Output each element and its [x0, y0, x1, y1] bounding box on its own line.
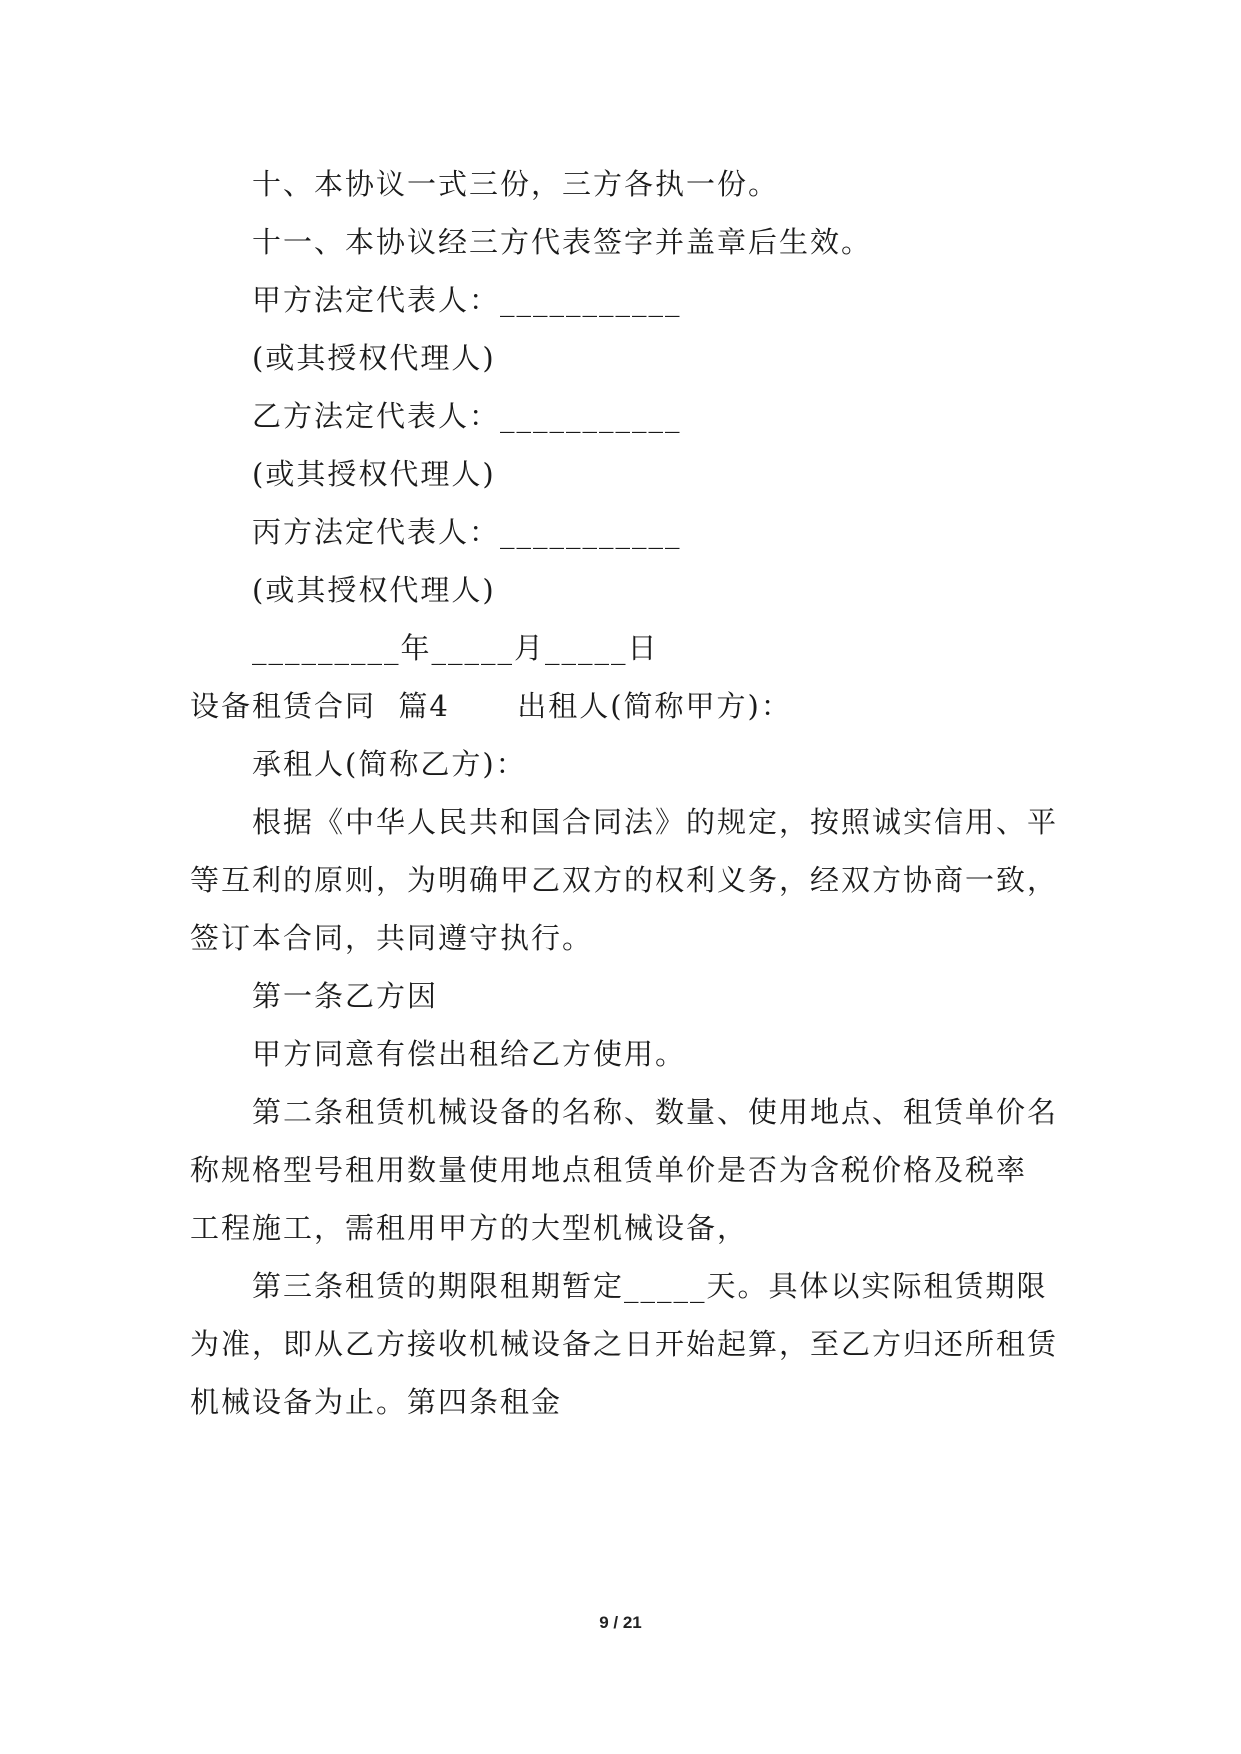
party-c-agent-note: (或其授权代理人) — [252, 573, 496, 607]
article-three-line-3: 机械设备为止。第四条租金 — [190, 1385, 563, 1419]
lessee-line: 承租人(简称乙方)： — [252, 747, 527, 781]
party-a-signature-line: 甲方法定代表人：___________ — [252, 283, 682, 317]
article-three-line-1: 第三条租赁的期限租期暂定_____天。具体以实际租赁期限 — [252, 1269, 1048, 1303]
party-b-signature-line: 乙方法定代表人：___________ — [252, 399, 682, 433]
party-a-agent-note: (或其授权代理人) — [252, 341, 496, 375]
article-two-line-3: 工程施工，需租用甲方的大型机械设备， — [190, 1211, 749, 1245]
clause-eleven: 十一、本协议经三方代表签字并盖章后生效。 — [252, 225, 873, 259]
article-three-line-2: 为准，即从乙方接收机械设备之日开始起算，至乙方归还所租赁 — [190, 1327, 1059, 1361]
clause-ten: 十、本协议一式三份，三方各执一份。 — [252, 167, 780, 201]
section-heading: 设备租赁合同 篇4 出租人(简称甲方)： — [190, 689, 792, 723]
page-number: 9 / 21 — [599, 1613, 642, 1632]
party-c-signature-line: 丙方法定代表人：___________ — [252, 515, 682, 549]
preamble-line-2: 等互利的原则，为明确甲乙双方的权利义务，经双方协商一致， — [190, 863, 1059, 897]
article-one-cont: 甲方同意有偿出租给乙方使用。 — [252, 1037, 687, 1071]
article-two-line-1: 第二条租赁机械设备的名称、数量、使用地点、租赁单价名 — [252, 1095, 1059, 1129]
article-one: 第一条乙方因 — [252, 979, 439, 1013]
preamble-line-3: 签订本合同，共同遵守执行。 — [190, 921, 594, 955]
article-two-line-2: 称规格型号租用数量使用地点租赁单价是否为含税价格及税率 — [190, 1153, 1028, 1187]
preamble-line-1: 根据《中华人民共和国合同法》的规定，按照诚实信用、平 — [252, 805, 1059, 839]
date-line: _________年_____月_____日 — [252, 631, 659, 665]
party-b-agent-note: (或其授权代理人) — [252, 457, 496, 491]
